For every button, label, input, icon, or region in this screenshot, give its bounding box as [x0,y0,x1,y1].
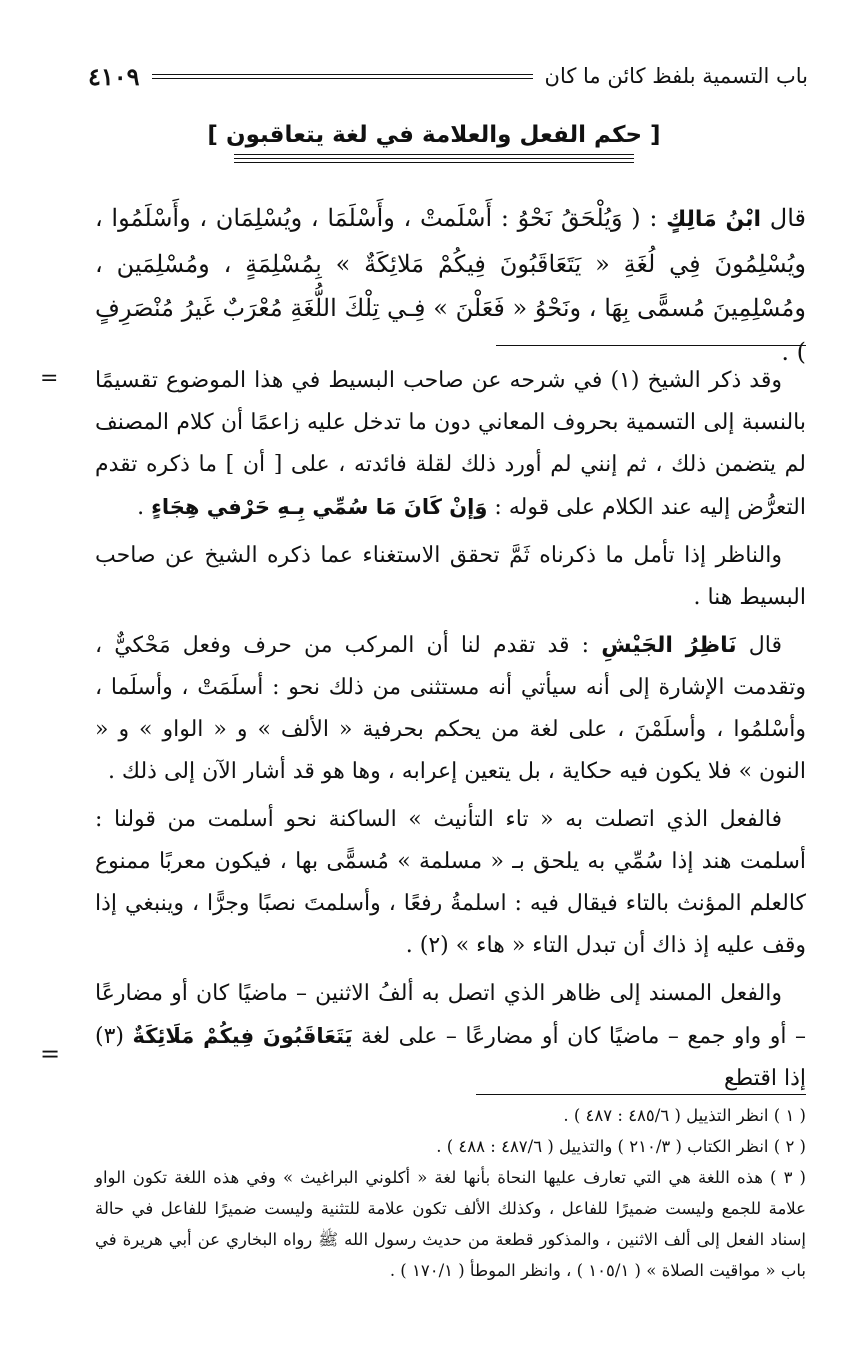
paragraph-4: فالفعل الذي اتصلت به « تاء التأنيث » الساكنة نحو أسلمت من قولنا : أسلمت هند إذا سُمِّي به يلحق بـ « مسلمة » مُسمًّى بها ، فيكون معربًا ممنوع كالعلم المؤنث بالتاء فيقال فيه : اسلمةُ رفعًا ، وأسلمتَ نصبًا وجرًّا ، وينبغي إذا وقف عليه إذ ذاك أن تبدل التاء « هاء » (٢) . [95,807,806,958]
matn-separator-rule [496,345,806,346]
footnote-1: ( ١ ) انظر التذييل ( ٤٨٥/٦ : ٤٨٧ ) . [563,1106,806,1125]
paragraph-5 [95,973,806,1100]
matn-text [95,196,806,374]
heading-rules [234,154,634,163]
heading-rule-line [234,162,634,163]
paragraph-1-quote: وَإنْ كَانَ مَا سُمِّي بِـهِ حَرْفي هِجَاءٍ [151,495,488,519]
matn-author: ابْنُ مَالِكٍ [666,207,762,232]
paragraph-3 [95,625,806,793]
matn-intro: قال [769,204,806,232]
paragraph-2: والناظر إذا تأمل ما ذكرناه ثَمَّ تحقق الاستغناء عما ذكره الشيخ عن صاحب البسيط هنا . [95,543,806,610]
paragraph-5-quote: يَتَعَاقَبُونَ فِيكُمْ مَلَائِكَةٌ [132,1024,353,1048]
paragraph-3-intro: قال [748,633,782,658]
footnotes [95,1100,806,1286]
footnote-2: ( ٢ ) انظر الكتاب ( ٢١٠/٣ ) والتذييل ( ٤٨٧/٦ : ٤٨٨ ) . [436,1137,806,1156]
paragraph-1-end: . [137,495,145,520]
header-rule [152,74,533,79]
footnote-3: ( ٣ ) هذه اللغة هي التي تعارف عليها النحاة بأنها لغة « أكلوني البراغيث » وفي هذه اللغة تكون الواو علامة للجمع وليست ضميرًا للفاعل ، وكذلك الألف تكون علامة للتثنية وليست ضميرًا للفاعل في حالة إسناد الفعل إلى ألف الاثنين ، والمذكور قطعة من حديث رسول الله ﷺ رواه البخاري عن أبي هريرة في باب « مواقيت الصلاة » ( ١٠٥/١ ) ، وانظر الموطأ ( ١٧٠/١ ) . [95,1168,806,1280]
continuation-mark-bottom: = [40,1040,61,1068]
section-heading-text: [ حكم الفعل والعلامة في لغة يتعاقبون ] [207,122,661,148]
continuation-mark-top: = [40,366,59,391]
running-header [88,56,808,96]
paragraph-3-author: نَاظِرُ الجَيْشِ [601,633,737,658]
section-heading [0,122,868,163]
matn-body: : ( وَيُلْحَقُ نَحْوُ : أَسْلَمتْ ، وأَسْلَمَا ، ويُسْلِمَان ، وأَسْلَمُوا ، ويُسْلِمُونَ فِي لُغَةِ « يَتَعَاقَبُونَ فِيكُمْ مَلائِكَةٌ » بِمُسْلِمَةٍ ، ومُسْلِمَين ، ومُسْلِمِينَ مُسمًّى بِهَا ، ونَحْوُ « فَعَلْنَ » فِـي تِلْكَ اللُّغَةِ مُعْرَبٌ غَيرُ مُنْصَرِفٍ ) . [95,204,807,366]
paragraph-5-text: والفعل المسند إلى ظاهر الذي اتصل به ألفُ الاثنين – ماضيًا كان أو مضارعًا – أو واو جمع – ماضيًا كان أو مضارعًا – على لغة [95,981,807,1049]
paragraph-1 [95,360,806,529]
heading-rule-line [234,154,634,155]
footnote-separator-rule [476,1094,806,1095]
paragraph-3-text: : قد تقدم لنا أن المركب من حرف وفعل مَحْكيٌّ ، وتقدمت الإشارة إلى أنه سيأتي أنه مستثنى من ذلك نحو : أسلَمَتْ ، وأسلَما ، وأسْلمُوا ، وأسلَمْنَ ، على لغة من يحكم بحرفية « الألف » و « الواو » و « النون » فلا يكون فيه حكاية ، بل يتعين إعرابه ، وها هو قد أشار الآن إلى ذلك . [95,633,806,784]
running-title: باب التسمية بلفظ كائن ما كان [544,64,808,88]
paragraph-5-end: (٣) إذا اقتطع [95,1024,806,1091]
body-text [95,360,806,1106]
heading-rule-line [234,158,634,159]
page-number: ٤١٠٩ [88,61,140,91]
paragraph-1-text: وقد ذكر الشيخ (١) في شرحه عن صاحب البسيط في هذا الموضوع تقسيمًا بالنسبة إلى التسمية بحروف المعاني دون ما تدخل عليه زاعمًا أن كلام المصنف لم يتضمن ذلك ، ثم إنني لم أورد ذلك لقلة فائدته ، على [ أن ] ما ذكره تقدم التعرُّض إليه عند الكلام على قوله : [95,368,806,520]
